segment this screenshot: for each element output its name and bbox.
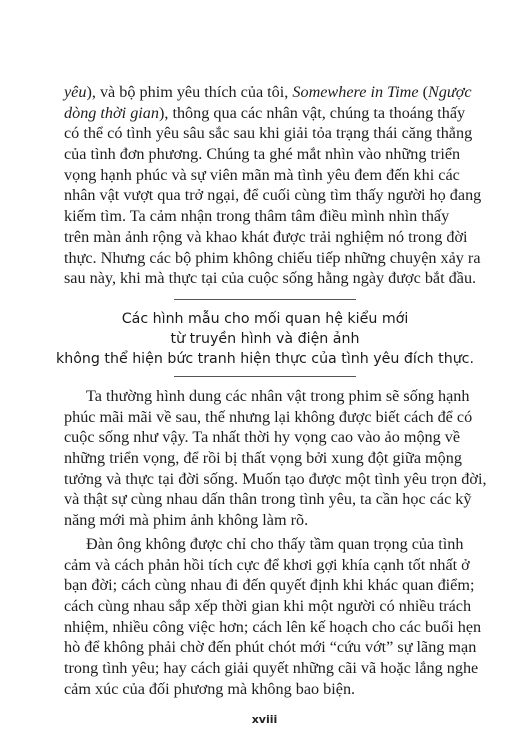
pull-quote-line: từ truyền hình và điện ảnh xyxy=(170,331,360,347)
text-line: cách cùng nhau sắp xếp thời gian khi một người có nhiều trách xyxy=(64,597,472,616)
text-line: và thật sự cùng nhau dấn thân trong tình yêu, ta cần học các kỹ xyxy=(64,490,472,509)
text-line: phúc mãi mãi về sau, thế nhưng lại không được biết cách để có xyxy=(64,407,473,426)
pull-quote-line: không thể hiện bức tranh hiện thực của tình yêu đích thực. xyxy=(56,351,474,367)
text-span: ( xyxy=(418,83,428,101)
text-line xyxy=(64,103,481,124)
text-line: trong tình yêu; hay cách giải quyết những cãi vã hoặc lắng nghe xyxy=(64,659,479,678)
text-line: của tình đơn phương. Chúng ta ghé mắt nhìn vào những triển xyxy=(64,145,461,164)
pull-quote xyxy=(48,309,482,369)
text-span: ), thông qua các nhân vật, chúng ta thoáng thấy xyxy=(158,103,466,122)
text-line: bạn đời; cách cùng nhau đi đến quyết định khi khác quan điểm; xyxy=(64,576,475,595)
italic-text: Ngược xyxy=(428,83,472,101)
text-line: Ta thường hình dung các nhân vật trong phim sẽ sống hạnh xyxy=(86,387,470,405)
divider-bottom xyxy=(174,376,356,377)
text-line: tưởng và thực tại đời sống. Muốn tạo được một tình yêu trọn đời, xyxy=(64,469,487,488)
text-line: hò để không phải chờ đến phút chót mới “cứu vớt” sự lãng mạn xyxy=(64,638,477,657)
pull-quote-line: Các hình mẫu cho mối quan hệ kiểu mới xyxy=(121,311,409,327)
text-line: kiếm tìm. Ta cảm nhận trong thâm tâm điều mình nhìn thấy xyxy=(64,207,450,226)
text-line: sau này, khi mà thực tại của cuộc sống hằng ngày được bắt đầu. xyxy=(64,269,477,288)
text-line xyxy=(64,82,481,103)
text-line: cảm xúc của đối phương mà không bao biện. xyxy=(64,679,356,698)
text-line: cuộc sống như vậy. Ta nhất thời hy vọng cao vào ảo mộng về xyxy=(64,428,461,447)
paragraph-1 xyxy=(64,82,481,289)
text-line: có thể có tình yêu sâu sắc sau khi giải tỏa trạng thái căng thẳng xyxy=(64,124,473,143)
divider-top xyxy=(174,299,356,300)
paragraph-2 xyxy=(64,386,487,531)
text-line: cảm và cách phản hồi tích cực để khơi gợi khía cạnh tốt nhất ở xyxy=(64,555,470,574)
text-line: những triển vọng, để rồi bị thất vọng bởi xung đột giữa mộng xyxy=(64,449,462,468)
paragraph-3 xyxy=(64,534,481,700)
text-line: năng mới mà phim ảnh không làm rõ. xyxy=(64,511,309,530)
text-line: nhiệm, nhiều công việc hơn; cách lên kế hoạch cho các buổi hẹn xyxy=(64,617,482,636)
text-line: nhân vật vượt qua trở ngại, để cuối cùng tìm thấy người họ đang xyxy=(64,186,482,205)
italic-text: dòng thời gian xyxy=(64,103,159,122)
page-number: xviii xyxy=(251,713,278,726)
text-line: thực. Nhưng các bộ phim không chiếu tiếp những chuyện xảy ra xyxy=(64,248,481,267)
text-span: ), và bộ phim yêu thích của tôi, xyxy=(86,83,293,101)
text-line: Đàn ông không được chỉ cho thấy tầm quan trọng của tình xyxy=(86,535,464,553)
text-line: trên màn ảnh rộng và khao khát được trải nghiệm nó trong đời xyxy=(64,227,468,246)
italic-text: Somewhere in Time xyxy=(292,83,419,101)
italic-text: yêu xyxy=(64,83,87,101)
text-line: vọng hạnh phúc và sự viên mãn mà tình yêu đem đến khi các xyxy=(64,165,460,184)
